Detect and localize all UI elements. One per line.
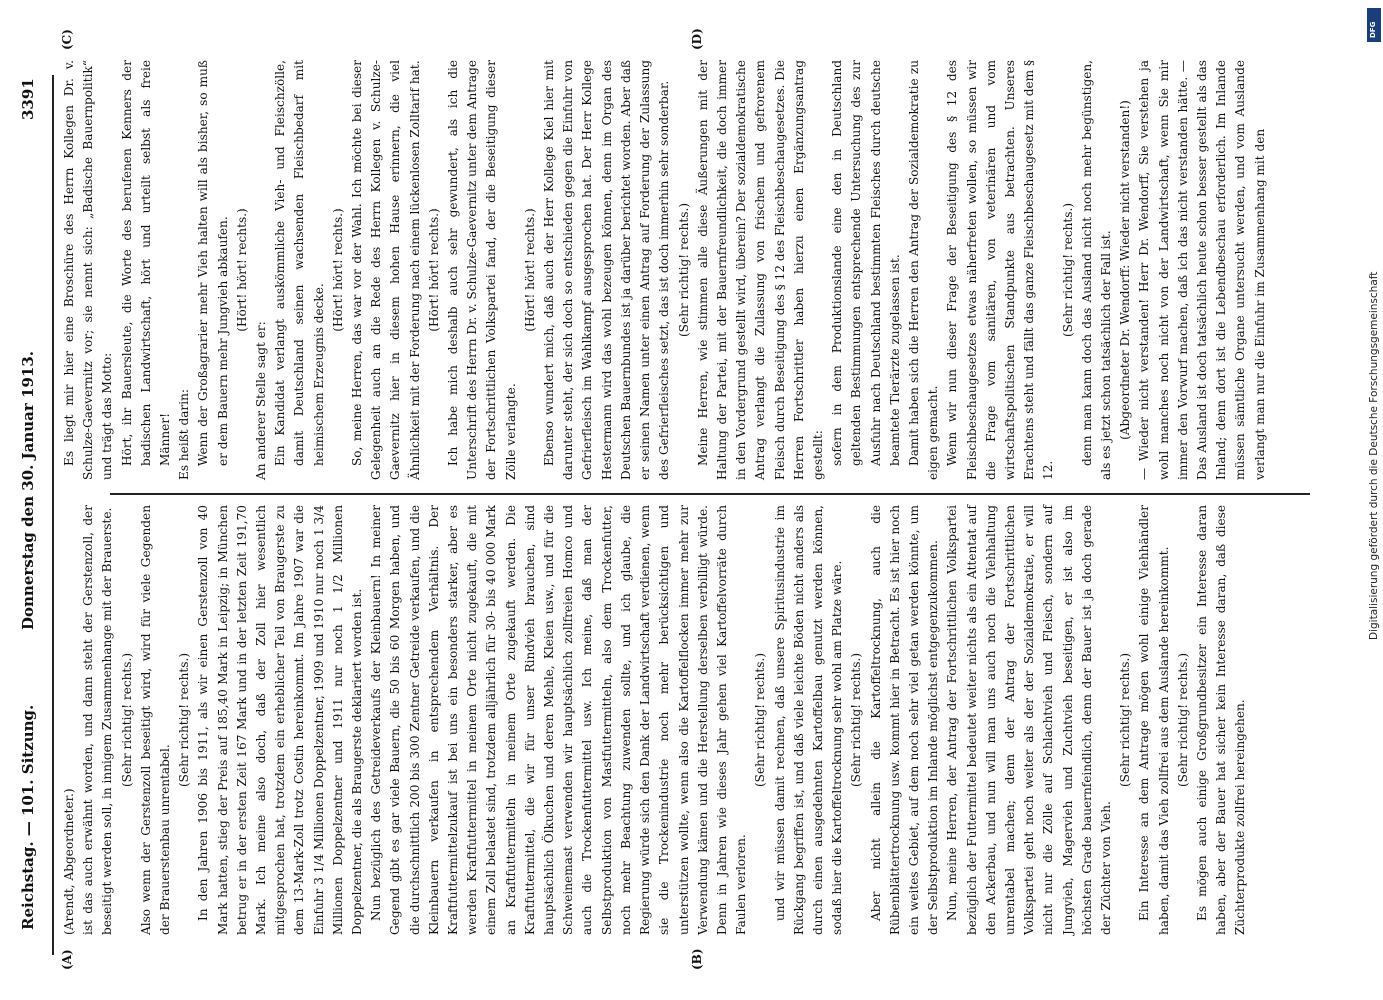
interjection: (Hört! hört! rechts.): [234, 208, 249, 332]
paragraph: Wenn wir nun dieser Frage der Beseitigung des § 12 des Fleischbeschaugesetzes etwas näherfreten wollen, so müssen wir die Frage vom sanitären, von veterinären und vom wirtschaftspolitischen Standpunkte aus betrachten. Unseres Erachtens steht und fällt das ganze Fleischbeschaugesetz mit dem § 12.: [945, 60, 1056, 480]
paragraph: (Arendt, Abgeordneter.): [62, 788, 76, 935]
paragraph: Meine Herren, wie stimmen alle diese Äußerungen mit der Haltung der Partei, mit der Bauernfreundlichkeit, die doch immer in den Vordergrund gestellt wird, überein? Der sozialdemokratische Antrag verlangt die Zulassung von frischem und gefrorenem Fleisch durch Beseitigung des § 12 des Fleischbeschaugesetzes. Die Herren Fortschrittler haben hierzu einen Ergänzungsantrag gestellt:: [695, 60, 825, 480]
digitization-credit: Digitalisierung gefördert durch die Deutsche Forschungsgemeinschaft: [1368, 271, 1380, 640]
paragraph: Ein Interesse an dem Antrage mögen wohl einige Viehhändler haben, damit das Vieh zollfrei aus dem Auslande hereinkommt.: [1137, 505, 1171, 935]
interjection: (Abgeordneter Dr. Wendorff: Wieder nicht verstanden!): [1118, 100, 1133, 440]
margin-mark-a: (A): [60, 949, 74, 970]
column-rule: [110, 493, 1310, 495]
interjection: (Sehr richtig! rechts.): [177, 652, 192, 788]
paragraph: ist das auch erwähnt worden, und dann steht der Gerstenzoll, der beseitigt werden soll, in innigem Zusammenhange mit der Brauerste.: [81, 505, 115, 935]
dfg-logo: DFG: [1367, 8, 1381, 42]
header-date: Donnerstag den 30. Januar 1913.: [19, 351, 37, 630]
interjection: (Sehr richtig! rechts.): [1060, 202, 1075, 338]
interjection: (Sehr richtig! rechts.): [753, 652, 768, 788]
interjection: (Sehr richtig! rechts.): [676, 202, 691, 338]
margin-mark-c: (C): [60, 29, 74, 50]
paragraph: Aber nicht allein die Kartoffeltrocknung, auch die Rübenblättertrocknung usw. kommt hier in Betracht. Es ist hier noch ein weites Gebiet, auf dem noch sehr viel getan werden könnte, um der Selbstproduktion im Inlande möglichst entgegenzukommen.: [868, 505, 941, 935]
paragraph: Ebenso wundert mich, daß auch der Herr Kollege Kiel hier mit darunter steht, der sich doch so entschieden gegen die Einfuhr von Gefrierfleisch im Wahlkampf ausgesprochen hat. Der Herr Kollege Hestermann wird das wohl bezeugen können, denn im Organ des Deutschen Bauernbundes ist ja darüber berichtet worden. Aber daß er seinen Namen unter einen Antrag auf Forderung der Zulassung des Gefrierfleisches setzt, das ist doch immerhin sehr sonderbar.: [542, 60, 672, 480]
interjection: (Hört! hört! rechts.): [522, 208, 537, 332]
paragraph: Es mögen auch einige Großgrundbesitzer ein Interesse daran haben, aber der Bauer hat sicher kein Interesse daran, daß diese Züchterprodukte zollfrei hereingehen.: [1194, 505, 1248, 935]
header-left: Reichstag. — 101. Sitzung.: [19, 704, 37, 930]
paragraph: und wir müssen damit rechnen, daß unsere Spiritusindustrie im Rückgang begriffen ist, und daß viele leichte Böden nicht anders als durch einen ausgedehnten Kartoffelbau genutzt werden können, sodaß hier die Kartoffeltrocknung sehr wohl am Platze wäre.: [772, 505, 845, 935]
paragraph: denn man kann doch das Ausland nicht noch mehr begünstigen, als es jetzt schon tatsächlich der Fall ist.: [1079, 60, 1113, 480]
header-rule: [52, 75, 54, 955]
page-number: 3391: [19, 78, 37, 120]
paragraph: Nun, meine Herren, der Antrag der Fortschrittlichen Volkspartei bezüglich der Futtermittel bedeutet weiter nichts als ein Attentat auf den Ackerbau, und nun will man uns auch noch die Viehhaltung unrentabel machen; denn der Antrag der Fortschrittlichen Volkspartei geht noch weiter als der der Sozialdemokratie, er will nicht nur die Zölle auf Schlachtvieh und Fleisch, sondern auf Jungvieh, Magervieh und Zuchtvieh beseitigen, er ist also im höchsten Grade bauernfeindlich, denn der Bauer ist ja doch gerade der Züchter von Vieh.: [945, 505, 1113, 935]
paragraph: In den Jahren 1906 bis 1911, als wir einen Gerstenzoll von 40 Mark hatten, stieg der Preis auf 185,40 Mark in Leipzig; in München betrug er in der ersten Zeit 167 Mark und in der letzten Zeit 191,70 Mark. Ich meine also doch, daß der Zoll hier wesentlich mitgesprochen hat, trotzdem ein erheblicher Teil von Braugerste zu dem 13-Mark-Zoll trotz Costin hereinkommt. Im Jahre 1907 war die Einfuhr 3 1/4 Millionen Doppelzentner, 1909 und 1910 nur noch 1 3/4 Millionen Doppelzentner und 1911 nur noch 1 1/2 Millionen Doppelzentner, die als Braugerste deklariert worden ist.: [196, 505, 365, 935]
paragraph: Ein Kandidat verlangt auskömmliche Vieh- und Fleischzölle, damit Deutschland seinen wachsenden Fleischbedarf mit heimischem Erzeugnis decke.: [273, 60, 326, 466]
paragraph: — Wieder nicht verstanden! Herr Dr. Wendorff, Sie verstehen ja wohl manches noch nicht von der Landwirtschaft, wenn Sie mir immer den Vorwurf machen, daß ich das nicht verstanden hätte. — Das Ausland ist doch tatsächlich heute schon besser gestellt als das Inland; denn dort ist die Lebendbeschau erforderlich. Im Inlande müssen sämtliche Organe untersucht werden, und vom Auslande verlangt man nur die Einfuhr im Zusammenhang mit den: [1137, 60, 1267, 480]
paragraph: Also wenn der Gerstenzoll beseitigt wird, wird für viele Gegenden der Brauerstenbau unrentabel.: [138, 505, 173, 935]
interjection: (Sehr richtig! rechts.): [1175, 652, 1190, 788]
interjection: (Sehr richtig! rechts.): [1118, 652, 1133, 788]
page-header: [10, 60, 46, 960]
left-column: [60, 505, 1251, 935]
paragraph: Es heißt darin:: [177, 389, 192, 480]
margin-mark-b: (B): [690, 948, 704, 970]
paragraph: Wenn der Großagrarier mehr Vieh halten will als bisher, so muß er dem Bauern mehr Jungvieh abkaufen.: [196, 60, 230, 466]
right-column: [60, 60, 1270, 480]
paragraph: sofern in dem Produktionslande eine den in Deutschland geltenden Bestimmungen entsprechende Untersuchung des zur Ausfuhr nach Deutschland bestimmten Fleisches durch deutsche beamtete Tierärzte zugelassen ist.: [830, 60, 902, 466]
paragraph: Hört, ihr Bauersleute, die Worte des berufenen Kenners der badischen Landwirtschaft, hört und urteilt selbst als freie Männer!: [119, 60, 173, 466]
paragraph: So, meine Herren, das war vor der Wahl. Ich möchte bei dieser Gelegenheit auch an die Rede des Herrn Kollegen v. Schulze-Gaevernitz hier in diesem hohen Hause erinnern, die viel Ähnlichkeit mit der Forderung nach einem lückenlosen Zolltarif hat.: [350, 60, 422, 480]
interjection: (Sehr richtig! rechts.): [849, 652, 864, 788]
paragraph: Damit haben sich die Herren den Antrag der Sozialdemokratie zu eigen gemacht.: [906, 60, 941, 480]
paragraph: An anderer Stelle sagt er:: [254, 321, 269, 480]
margin-mark-d: (D): [690, 28, 704, 50]
paragraph: Es liegt mir hier eine Broschüre des Herrn Kollegen Dr. v. Schulze-Gaevernitz vor; sie nennt sich: „Badische Bauernpolitik“ und trägt das Motto:: [62, 60, 115, 480]
interjection: (Hört! hört! rechts.): [330, 208, 345, 332]
paragraph: Ich habe mich deshalb auch sehr gewundert, als ich die Unterschrift des Herrn Dr. v. Schulze-Gaevernitz unter dem Antrage der Fortschrittlichen Volkspartei fand, der die Beseitigung dieser Zölle verlangte.: [446, 60, 518, 480]
interjection: (Sehr richtig! rechts.): [119, 652, 134, 788]
paragraph: Nun bezüglich des Getreideverkaufs der Kleinbauern! In meiner Gegend gibt es gar viele Bauern, die 50 bis 60 Morgen haben, und die durchschnittlich 200 bis 300 Zentner Getreide verkaufen, und die Kleinbauern verkaufen in entsprechendem Verhältnis. Der Kraftfuttermittelzukauf ist bei uns ein besonders starker, aber es werden Kraftfuttermittel in meinem Orte nicht zugekauft, die mit einem Zoll belastet sind, trotzdem alljährlich für 30- bis 40 000 Mark an Kraftfuttermitteln in meinem Orte zugekauft werden. Die Kraftfuttermittel, die wir für unser Rindvieh brauchen, sind hauptsächlich Ölkuchen und deren Mehle, Kleien usw., und für die Schweinemast verwenden wir hauptsächlich zollfreien Homco und auch die Trockenfuttermittel usw. Ich meine, daß man der Selbstproduktion von Mastfuttermitteln, also dem Trockenfutter, noch mehr Beachtung zuwenden sollte, und ich glaube, die Regierung würde sich den Dank der Landwirtschaft verdienen, wenn sie die Trockenindustrie noch mehr berücksichtigen und unterstützen wollte, wenn also die Kartoffelflocken immer mehr zur Verwendung kämen und die Herstellung derselben verbilligt würde. Denn in Jahren wie dieses Jahr gehen viel Kartoffelvorräte durch Faulen verloren.: [369, 505, 749, 935]
interjection: (Hört! hört! rechts.): [426, 208, 441, 332]
